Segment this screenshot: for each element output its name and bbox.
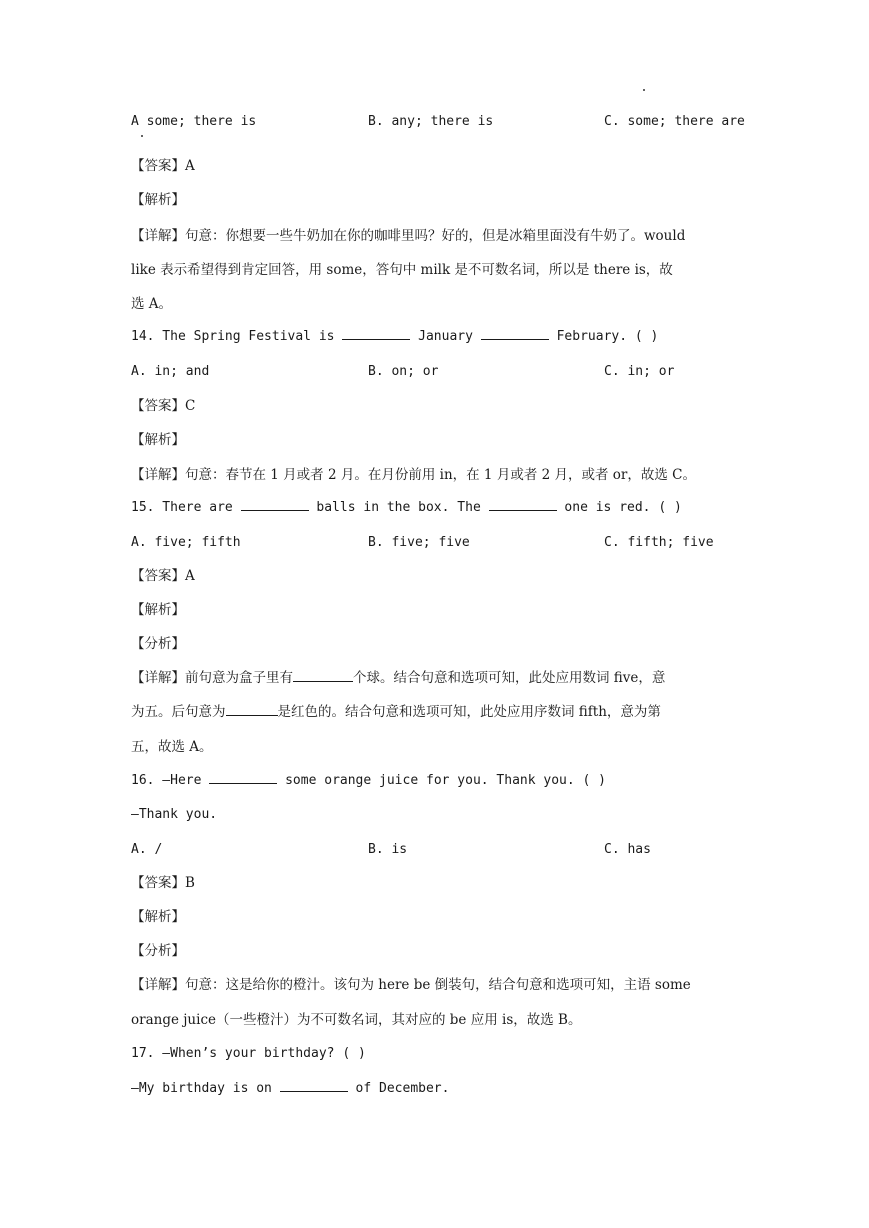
q15-answer: 【答案】A: [131, 568, 195, 584]
q14-analysis-heading: 【解析】: [131, 432, 185, 448]
answer-blank: [241, 498, 309, 511]
q16-stem-start: 16. —Here: [131, 773, 210, 788]
q14-stem-middle: January: [410, 329, 481, 344]
q16-option-a: A. /: [131, 842, 163, 857]
q15-stem-start: 15. There are: [131, 500, 241, 515]
q13-answer: 【答案】A: [131, 158, 195, 174]
q15-detail-1-end: 个球。结合句意和选项可知，此处应用数词 five，意: [353, 670, 666, 686]
q13-option-c: C. some; there are: [604, 114, 745, 129]
q16-answer: 【答案】B: [131, 875, 195, 891]
q14-answer: 【答案】C: [131, 398, 196, 414]
q17-reply-start: —My birthday is on: [131, 1081, 280, 1096]
q15-analysis-heading: 【解析】: [131, 602, 185, 618]
q17-reply: [131, 1079, 449, 1099]
answer-blank: [293, 669, 353, 682]
q16-option-b: B. is: [368, 842, 408, 857]
answer-blank: [226, 703, 278, 716]
q15-stem-end: one is red. ( ): [556, 500, 682, 515]
q16-fenxi-heading: 【分析】: [131, 943, 185, 959]
q15-fenxi-heading: 【分析】: [131, 636, 185, 652]
q14-option-a: A. in; and: [131, 364, 210, 379]
q15-detail-line-3: 五，故选 A。: [131, 739, 213, 755]
answer-blank: [209, 771, 277, 784]
q14-option-b: B. on; or: [368, 364, 439, 379]
q14-option-c: C. in; or: [604, 364, 675, 379]
q15-option-a: A. five; fifth: [131, 535, 241, 550]
q15-option-b: B. five; five: [368, 535, 470, 550]
q16-option-c: C. has: [604, 842, 651, 857]
q16-detail-line-2: orange juice（一些橙汁）为不可数名词，其对应的 be 应用 is，故选 B。: [131, 1012, 582, 1028]
q15-detail-line-1: [131, 668, 665, 688]
q15-stem-middle: balls in the box. The: [308, 500, 489, 515]
q13-analysis-heading: 【解析】: [131, 192, 185, 208]
q14-stem-start: 14. The Spring Festival is: [131, 329, 343, 344]
answer-blank: [280, 1079, 348, 1092]
scan-mark: [141, 135, 143, 137]
q16-stem-end: some orange juice for you. Thank you. ( ): [277, 773, 607, 788]
scan-mark: [643, 89, 645, 91]
q15-detail-2-start: 为五。后句意为: [131, 704, 226, 720]
q13-detail-line-2: like 表示希望得到肯定回答，用 some，答句中 milk 是不可数名词，所以是 there is，故: [131, 262, 673, 278]
q17-reply-end: of December.: [347, 1081, 450, 1096]
q16-detail-line-1: 【详解】句意：这是给你的橙汁。该句为 here be 倒装句，结合句意和选项可知，主语 some: [131, 977, 691, 993]
q15-option-c: C. fifth; five: [604, 535, 714, 550]
q13-detail-line-3: 选 A。: [131, 296, 173, 312]
q14-stem-end: February. ( ): [548, 329, 659, 344]
answer-blank: [342, 327, 410, 340]
q14-detail: 【详解】句意：春节在 1 月或者 2 月。在月份前用 in，在 1 月或者 2 月，或者 or，故选 C。: [131, 467, 696, 483]
q15-detail-line-2: [131, 702, 661, 722]
answer-blank: [481, 327, 549, 340]
q13-option-b: B. any; there is: [368, 114, 494, 129]
q16-reply: —Thank you.: [131, 807, 218, 822]
answer-blank: [489, 498, 557, 511]
q16-stem: [131, 771, 606, 791]
q17-stem: 17. —When’s your birthday? ( ): [131, 1046, 366, 1061]
q13-option-a: A some; there is: [131, 114, 257, 129]
q13-detail-line-1: 【详解】句意：你想要一些牛奶加在你的咖啡里吗？好的，但是冰箱里面没有牛奶了。would: [131, 228, 686, 244]
q15-stem: [131, 498, 682, 518]
q15-detail-2-end: 是红色的。结合句意和选项可知，此处应用序数词 fifth，意为第: [277, 704, 661, 720]
q16-analysis-heading: 【解析】: [131, 909, 185, 925]
q15-detail-1-start: 【详解】前句意为盒子里有: [131, 670, 293, 686]
q14-stem: [131, 327, 658, 347]
